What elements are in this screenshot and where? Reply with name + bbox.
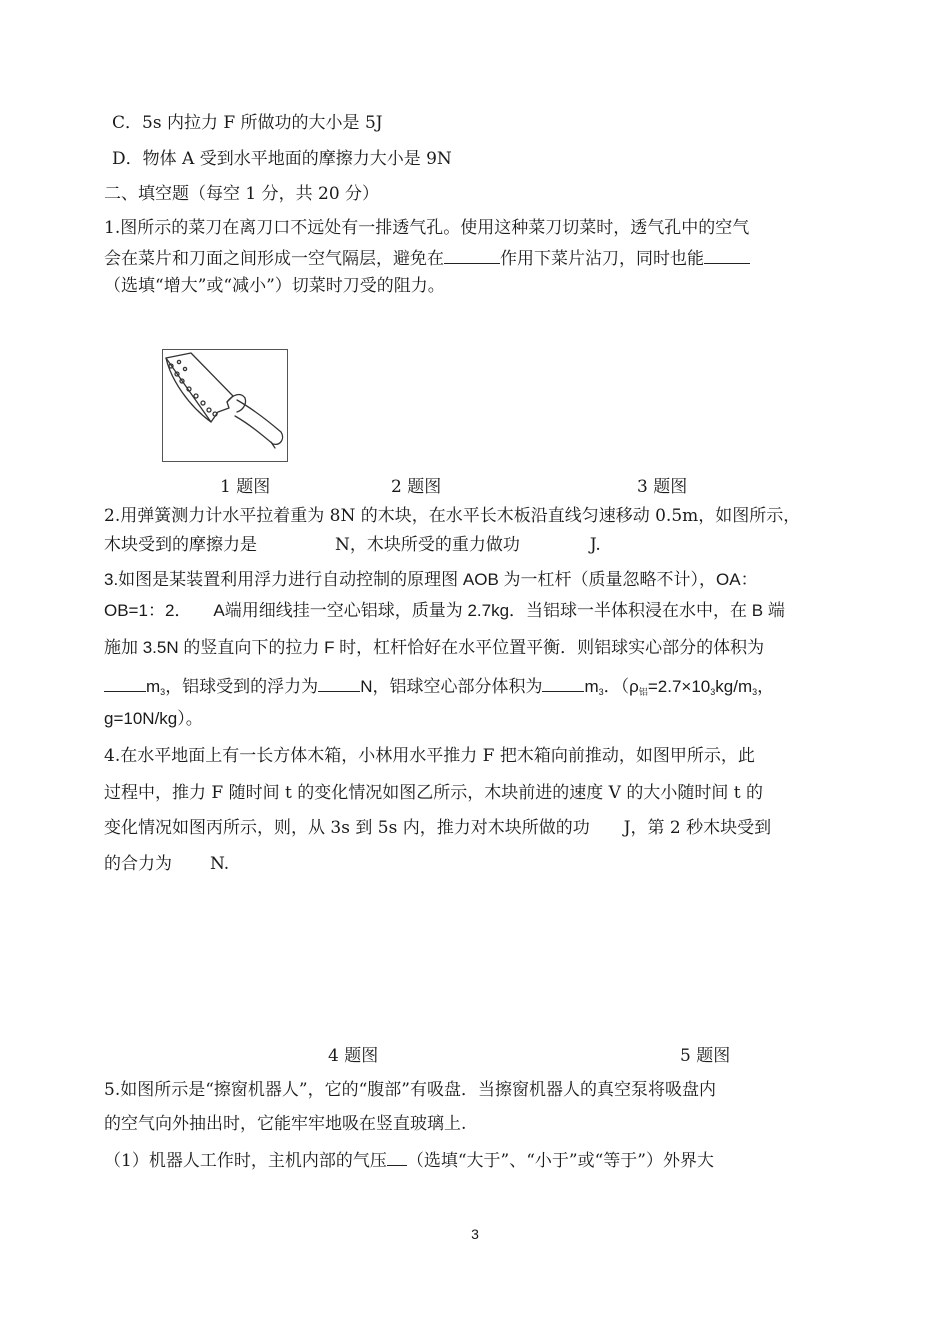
knife-figure xyxy=(162,349,288,462)
q1-line-2a: 会在菜片和刀面之间形成一空气隔层，避免在 xyxy=(104,249,444,269)
q3-unit-m3-a-exp: 3 xyxy=(160,687,166,697)
q4-line-3b: J，第 2 秒木块受到 xyxy=(623,818,772,838)
q5-line-1: 5.如图所示是“擦窗机器人”，它的“腹部”有吸盘．当擦窗机器人的真空泵将吸盘内 xyxy=(104,1080,716,1100)
caption-fig-2: 2 题图 xyxy=(391,477,442,497)
q2-line-2a: 木块受到的摩擦力是 xyxy=(104,535,257,555)
caption-fig-1: 1 题图 xyxy=(220,477,271,497)
q3-rho-sub: 铝 xyxy=(638,687,648,697)
q1-line-2 xyxy=(104,245,750,271)
q3-line-1: 3.如图是某装置利用浮力进行自动控制的原理图 AOB 为一杠杆（质量忽略不计），OA： xyxy=(104,570,758,589)
q4-line-4a: 的合力为 xyxy=(104,854,172,874)
q3-line-2a: OB=1：2． xyxy=(104,601,192,620)
q3-density-unit-exp: 3 xyxy=(752,687,758,697)
q3-line-2c: 端用细线挂一空心铝球，质量为 2.7kg．当铝球一半体积浸在水中，在 B 端 xyxy=(224,601,785,620)
q3-line-4b: ，铝球受到的浮力为 xyxy=(165,677,319,696)
q3-unit-m3-b-exp: 3 xyxy=(598,687,604,697)
caption-fig-3: 3 题图 xyxy=(637,477,688,497)
q3-unit-m3-b: m xyxy=(584,677,599,696)
q3-rho: ．（ρ xyxy=(603,677,639,696)
q5-line-3b: （选填“大于”、“小于”或“等于”）外界大 xyxy=(406,1151,714,1171)
q3-line-5: g=10N/kg）。 xyxy=(104,709,203,728)
q3-line-4 xyxy=(104,673,774,704)
q2-line-2 xyxy=(104,533,601,557)
option-d: D．物体 A 受到水平地面的摩擦力大小是 9N xyxy=(112,149,452,169)
q3-density-unit: kg/m xyxy=(715,677,753,696)
q3-density-exp: 3 xyxy=(710,687,716,697)
section-title: 二、填空题（每空 1 分，共 20 分） xyxy=(104,184,380,204)
q4-line-3a: 变化情况如图丙所示，则，从 3s 到 5s 内，推力对木块所做的功 xyxy=(104,818,590,838)
q4-line-4 xyxy=(104,852,229,876)
q1-blank-1[interactable] xyxy=(444,245,500,264)
q3-line-2 xyxy=(104,599,785,623)
q5-line-3a: （1）机器人工作时，主机内部的气压 xyxy=(104,1151,387,1171)
q3-line-3: 施加 3.5N 的竖直向下的拉力 F 时，杠杆恰好在水平位置平衡．则铝球实心部分的体积为 xyxy=(104,638,765,657)
q5-blank-1[interactable] xyxy=(387,1147,407,1166)
q4-line-2: 过程中，推力 F 随时间 t 的变化情况如图乙所示，木块前进的速度 V 的大小随时间 t 的 xyxy=(104,783,763,803)
q3-line-2b: A xyxy=(213,601,225,620)
q5-line-2: 的空气向外抽出时，它能牢牢地吸在竖直玻璃上. xyxy=(104,1114,467,1134)
q3-density-value: =2.7×10 xyxy=(647,677,711,696)
q3-blank-3[interactable] xyxy=(542,673,584,692)
option-c: C．5s 内拉力 F 所做功的大小是 5J xyxy=(112,113,383,133)
q4-line-3 xyxy=(104,816,771,840)
q4-line-1: 4.在水平地面上有一长方体木箱，小林用水平推力 F 把木箱向前推动，如图甲所示，此 xyxy=(104,746,755,766)
q3-line-4c: N，铝球空心部分体积为 xyxy=(360,677,543,696)
q2-line-2c: J. xyxy=(589,535,601,555)
q1-blank-2[interactable] xyxy=(704,245,750,264)
knife-illustration xyxy=(163,350,287,461)
q4-line-4b: N. xyxy=(210,854,230,874)
q5-line-3 xyxy=(104,1147,714,1173)
q3-line-4h: ， xyxy=(757,677,775,696)
q1-line-3: （选填“增大”或“减小”）切菜时刀受的阻力。 xyxy=(104,276,445,296)
q1-line-2b: 作用下菜片沾刀，同时也能 xyxy=(500,249,704,269)
caption-fig-4: 4 题图 xyxy=(328,1046,379,1066)
q3-unit-m3-a: m xyxy=(146,677,161,696)
caption-fig-5: 5 题图 xyxy=(680,1046,731,1066)
q1-line-1: 1.图所示的菜刀在离刀口不远处有一排透气孔。使用这种菜刀切菜时，透气孔中的空气 xyxy=(104,218,750,238)
q2-line-1: 2.用弹簧测力计水平拉着重为 8N 的木块，在水平长木板沿直线匀速移动 0.5m，如图所示， xyxy=(104,506,801,526)
q3-blank-1[interactable] xyxy=(104,673,146,692)
q3-blank-2[interactable] xyxy=(318,673,360,692)
q2-line-2b: N，木块所受的重力做功 xyxy=(335,535,520,555)
page-number: 3 xyxy=(471,1226,479,1242)
